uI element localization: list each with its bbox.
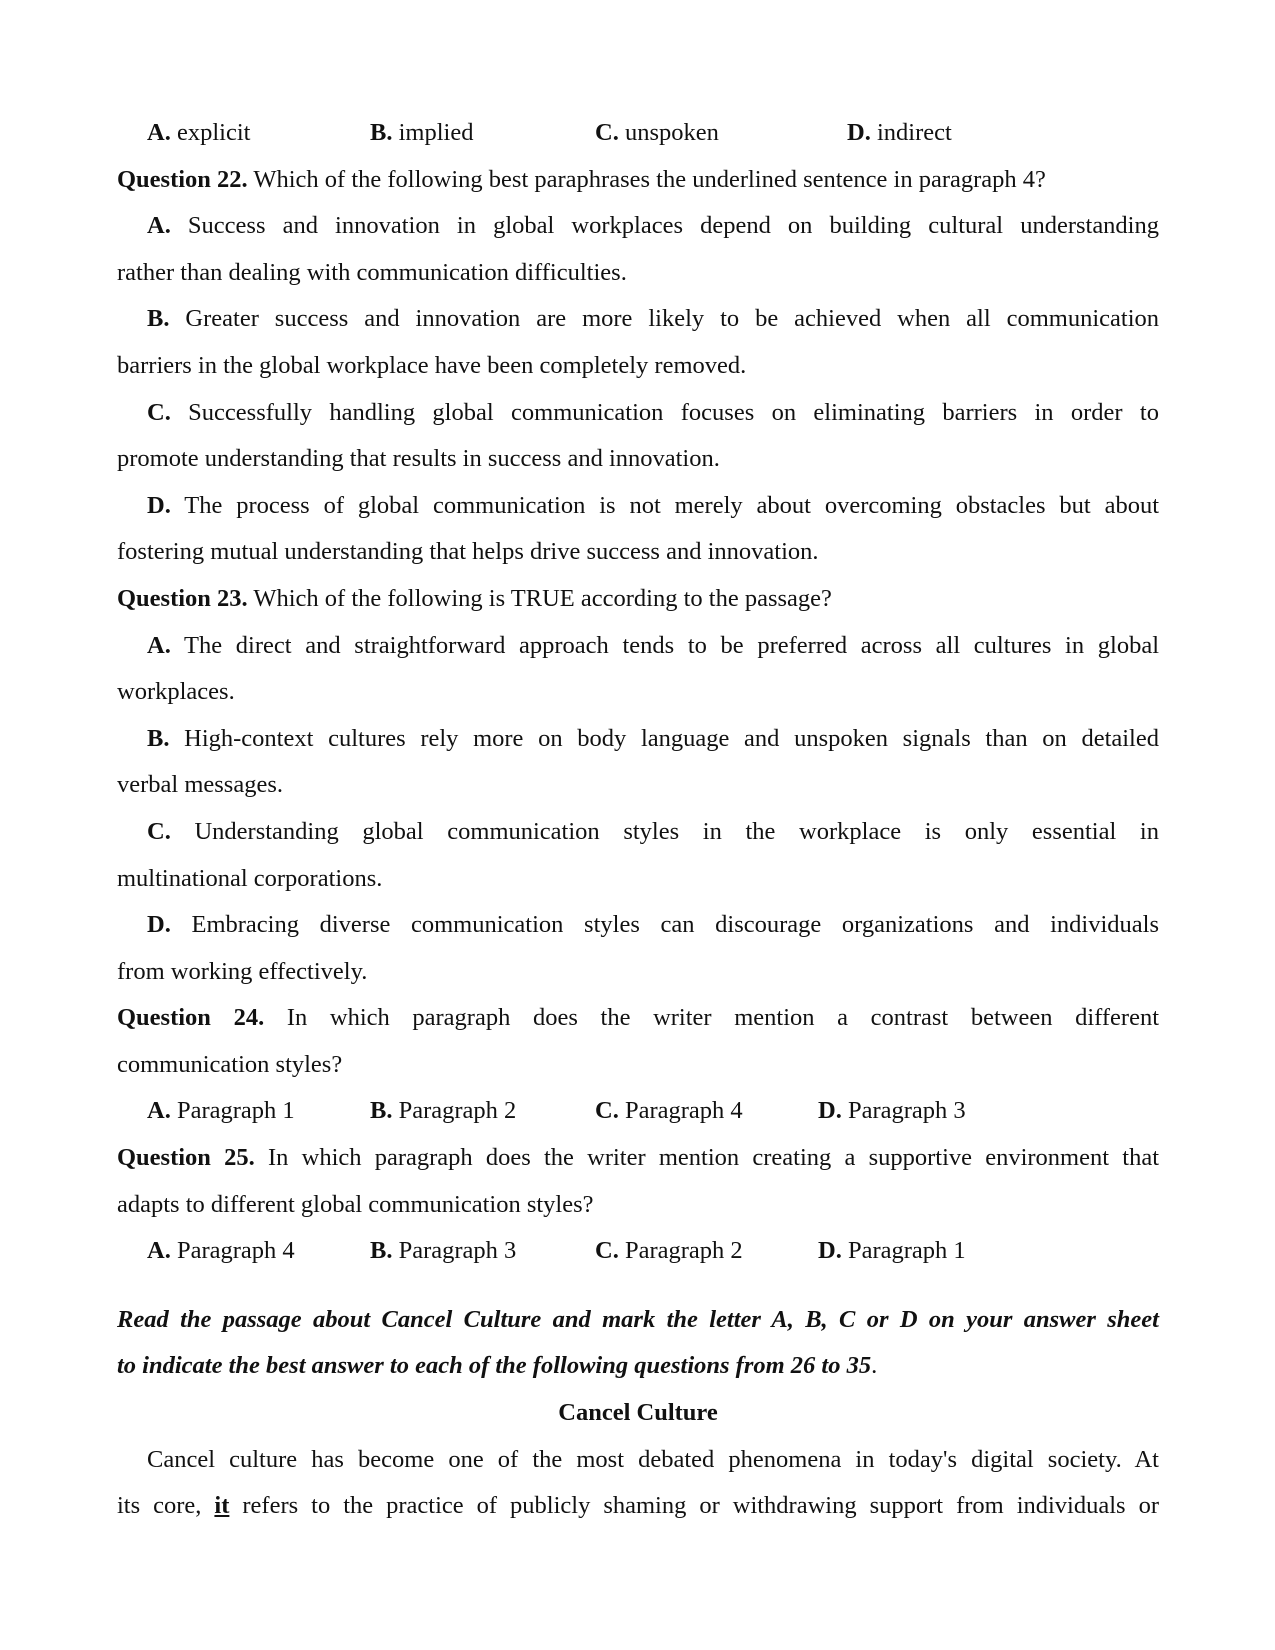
q23-option-a[interactable]	[117, 623, 1159, 670]
option-letter: D.	[147, 491, 171, 519]
option-letter: A.	[147, 631, 171, 659]
q22-option-c[interactable]	[117, 390, 1159, 437]
instruction-text: to indicate the best answer to each of the following questions from 26 to 35	[117, 1352, 872, 1380]
q25-stem	[117, 1135, 1159, 1182]
passage-paragraph-1-line-1: Cancel culture has become one of the most debated phenomena in today's digital society. At	[147, 1445, 1159, 1473]
q22-option-a[interactable]	[117, 203, 1159, 250]
option-letter: C.	[595, 1097, 619, 1125]
q22-option-c-cont: promote understanding that results in success and innovation.	[117, 445, 720, 473]
passage-title: Cancel Culture	[558, 1399, 718, 1427]
q24-option-b[interactable]	[370, 1088, 516, 1135]
option-text: The process of global communication is not merely about overcoming obstacles but about	[170, 491, 1159, 519]
option-text: implied	[392, 119, 474, 146]
q23-option-c[interactable]	[117, 809, 1159, 856]
passage-paragraph-1-line-2	[117, 1483, 1159, 1530]
option-text: Paragraph 1	[841, 1237, 966, 1265]
option-letter: A.	[147, 119, 171, 146]
q21-option-a[interactable]	[147, 110, 250, 157]
option-letter: B.	[370, 1097, 393, 1125]
q24-stem	[117, 995, 1159, 1042]
option-letter: C.	[147, 398, 171, 426]
exam-page	[117, 110, 1159, 1530]
passage-text: its core,	[117, 1492, 215, 1520]
q25-option-b[interactable]	[370, 1228, 516, 1275]
option-letter: B.	[370, 119, 393, 146]
option-letter: A.	[147, 1237, 171, 1265]
option-text: explicit	[170, 119, 251, 146]
option-text: unspoken	[618, 119, 719, 146]
option-letter: C.	[595, 119, 619, 146]
q23-option-d[interactable]	[117, 902, 1159, 949]
option-text: High-context cultures rely more on body language and unspoken signals than on detailed	[169, 724, 1159, 752]
option-text: indirect	[870, 119, 952, 146]
option-text: Success and innovation in global workplaces depend on building cultural understanding	[170, 212, 1159, 240]
question-label: Question 25.	[117, 1144, 255, 1172]
option-text: Successfully handling global communication focuses on eliminating barriers in order to	[170, 398, 1159, 426]
q21-option-b[interactable]	[370, 110, 473, 157]
option-text: Greater success and innovation are more likely to be achieved when all communication	[169, 305, 1159, 333]
option-text: The direct and straightforward approach tends to be preferred across all cultures in global	[170, 631, 1159, 659]
option-letter: D.	[147, 911, 171, 939]
option-letter: B.	[147, 305, 170, 333]
q21-option-c[interactable]	[595, 110, 719, 157]
question-text: In which paragraph does the writer mention a contrast between different	[264, 1004, 1159, 1032]
question-label: Question 24.	[117, 1004, 265, 1032]
option-text: Paragraph 1	[170, 1097, 295, 1125]
option-text: Paragraph 3	[392, 1237, 517, 1265]
option-text: Understanding global communication styles in the workplace is only essential in	[170, 817, 1159, 845]
q22-stem	[117, 157, 1159, 204]
q25-option-c[interactable]	[595, 1228, 743, 1275]
section-instruction: Read the passage about Cancel Culture and mark the letter A, B, C or D on your answer sheet	[117, 1305, 1159, 1333]
q23-option-a-cont: workplaces.	[117, 678, 235, 706]
underlined-reference-word: it	[214, 1492, 230, 1520]
q21-option-d[interactable]	[847, 110, 952, 157]
option-text: Paragraph 3	[841, 1097, 966, 1125]
option-letter: B.	[370, 1237, 393, 1265]
q23-option-d-cont: from working effectively.	[117, 957, 368, 985]
option-letter: C.	[595, 1237, 619, 1265]
section-instruction-cont	[117, 1343, 1159, 1390]
option-text: Paragraph 4	[618, 1097, 743, 1125]
question-label: Question 22.	[117, 165, 248, 193]
q24-option-a[interactable]	[147, 1088, 295, 1135]
question-text: In which paragraph does the writer mention creating a supportive environment that	[254, 1144, 1160, 1172]
q23-option-b-cont: verbal messages.	[117, 771, 283, 799]
q24-options	[117, 1088, 1159, 1135]
q22-option-a-cont: rather than dealing with communication difficulties.	[117, 258, 627, 286]
q25-option-d[interactable]	[818, 1228, 966, 1275]
option-letter: D.	[818, 1097, 842, 1125]
instruction-period: .	[871, 1352, 878, 1380]
passage-text: refers to the practice of publicly shaming or withdrawing support from individuals or	[229, 1492, 1159, 1520]
option-letter: D.	[847, 119, 871, 146]
section-gap	[117, 1275, 1159, 1297]
q24-stem-cont: communication styles?	[117, 1050, 343, 1078]
option-letter: A.	[147, 1097, 171, 1125]
option-text: Embracing diverse communication styles can discourage organizations and individuals	[170, 911, 1159, 939]
option-text: Paragraph 2	[618, 1237, 743, 1265]
q22-option-b[interactable]	[117, 296, 1159, 343]
q23-stem	[117, 576, 1159, 623]
question-text: Which of the following best paraphrases the underlined sentence in paragraph 4?	[247, 165, 1046, 193]
question-label: Question 23.	[117, 584, 248, 612]
option-text: Paragraph 2	[392, 1097, 517, 1125]
q21-options	[117, 110, 1159, 157]
q22-option-d[interactable]	[117, 483, 1159, 530]
q24-option-d[interactable]	[818, 1088, 966, 1135]
option-letter: B.	[147, 724, 170, 752]
q24-option-c[interactable]	[595, 1088, 743, 1135]
question-text: Which of the following is TRUE according to the passage?	[247, 584, 832, 612]
q23-option-c-cont: multinational corporations.	[117, 864, 383, 892]
option-text: Paragraph 4	[170, 1237, 295, 1265]
q25-options	[117, 1228, 1159, 1275]
option-letter: A.	[147, 212, 171, 240]
q23-option-b[interactable]	[117, 716, 1159, 763]
q22-option-d-cont: fostering mutual understanding that helps drive success and innovation.	[117, 538, 819, 566]
q22-option-b-cont: barriers in the global workplace have been completely removed.	[117, 351, 747, 379]
option-letter: C.	[147, 817, 171, 845]
q25-stem-cont: adapts to different global communication styles?	[117, 1190, 594, 1218]
option-letter: D.	[818, 1237, 842, 1265]
q25-option-a[interactable]	[147, 1228, 295, 1275]
